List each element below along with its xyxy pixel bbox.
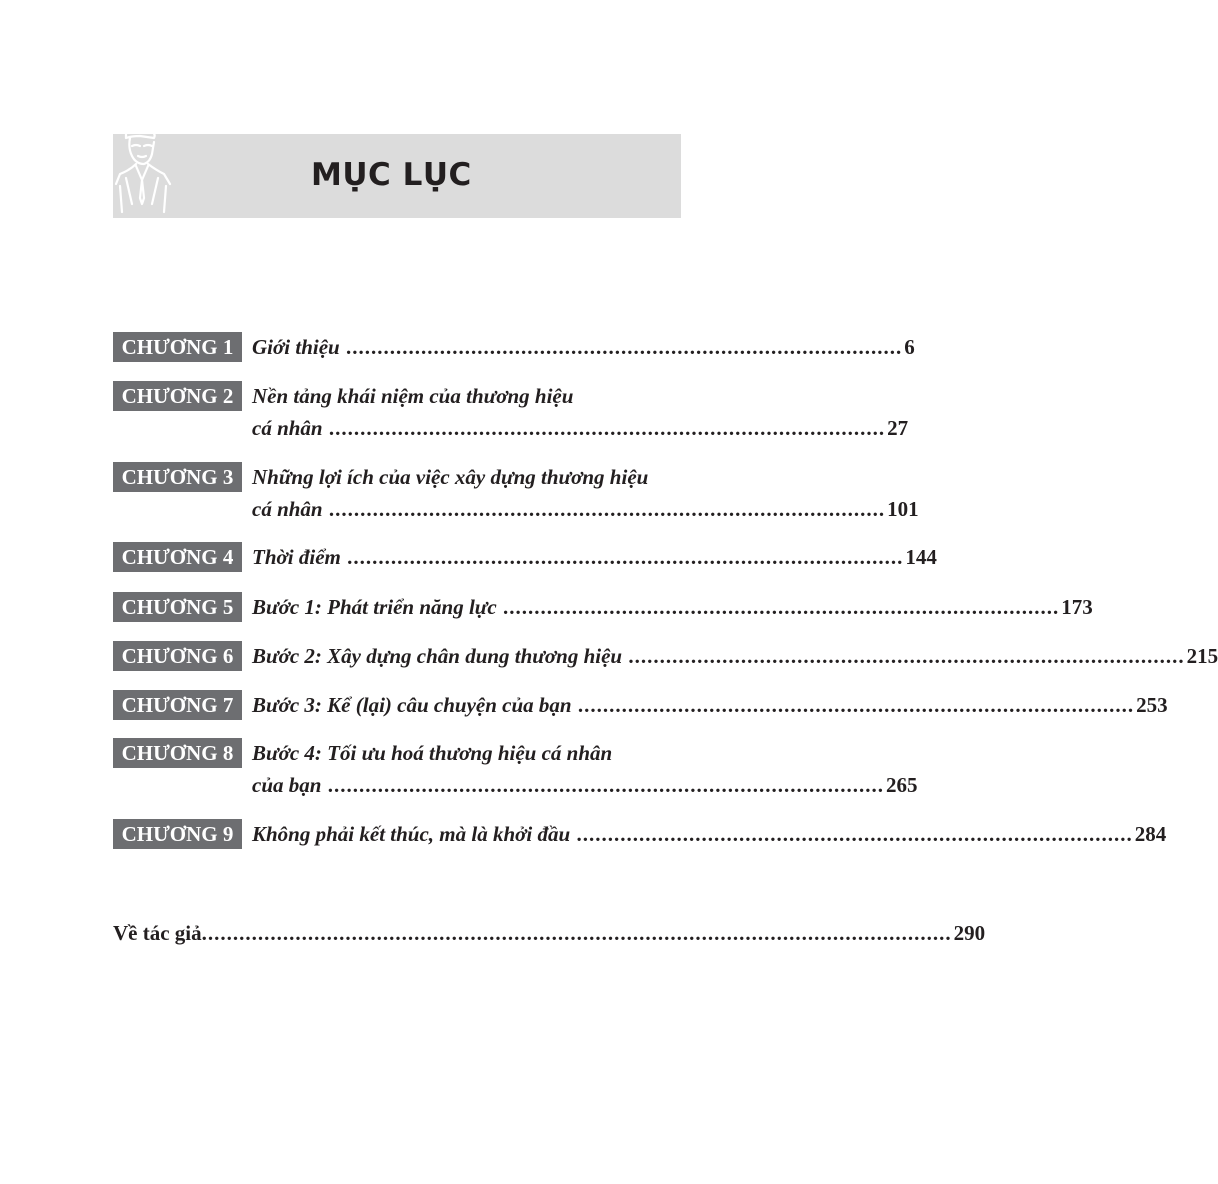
dot-leader: ......................................................................................... <box>340 545 904 569</box>
chapter-badge: CHƯƠNG 2 <box>113 381 242 411</box>
dot-leader: ......................................................................................... <box>322 497 886 521</box>
chapter-badge: CHƯƠNG 8 <box>113 738 242 768</box>
page-number: 284 <box>1134 822 1167 846</box>
toc-entry-author[interactable] <box>113 918 986 948</box>
chapter-badge: CHƯƠNG 3 <box>113 462 242 492</box>
chapter-title-line <box>252 592 1093 622</box>
dot-leader: ......................................................................................... <box>570 822 1133 846</box>
page-number: 6 <box>904 335 915 359</box>
dot-leader: ......................................................................................... <box>321 773 884 797</box>
dot-leader: ......................................................................................... <box>496 595 1060 619</box>
dot-leader: ......................................................................................... <box>339 335 903 359</box>
page-title: MỤC LỤC <box>311 157 472 193</box>
chapter-badge: CHƯƠNG 4 <box>113 542 242 572</box>
author-label: Về tác giả <box>113 921 202 945</box>
chapter-title: Bước 1: Phát triển năng lực <box>252 595 497 619</box>
page-number: 173 <box>1061 595 1093 619</box>
chapter-title: cá nhân <box>252 416 323 440</box>
page-number: 27 <box>887 416 909 440</box>
chapter-title: Bước 2: Xây dựng chân dung thương hiệu <box>252 644 623 668</box>
chapter-title-line <box>252 494 919 524</box>
chapter-title: Thời điểm <box>252 545 341 569</box>
chapter-badge: CHƯƠNG 5 <box>113 592 242 622</box>
chapter-title: Bước 3: Kể (lại) câu chuyện của bạn <box>252 693 572 717</box>
dot-leader: ......................................................................................... <box>622 644 1185 668</box>
chapter-title-line <box>252 819 1167 849</box>
dot-leader: ......................................................................................... <box>322 416 886 440</box>
page-number: 290 <box>953 921 986 945</box>
chapter-badge: CHƯƠNG 9 <box>113 819 242 849</box>
chapter-title-line: Những lợi ích của việc xây dựng thương hiệu <box>252 465 649 489</box>
chapter-title-line <box>252 332 915 362</box>
chapter-title-line <box>252 542 937 572</box>
chapter-title-line: Bước 4: Tối ưu hoá thương hiệu cá nhân <box>252 741 613 765</box>
chapter-title: Không phải kết thúc, mà là khởi đầu <box>252 822 571 846</box>
page-number: 101 <box>887 497 919 521</box>
chapter-title: Giới thiệu <box>252 335 340 359</box>
chapter-badge: CHƯƠNG 1 <box>113 332 242 362</box>
chapter-title-line: Nền tảng khái niệm của thương hiệu <box>252 384 574 408</box>
man-in-suit-icon <box>112 124 174 218</box>
page-number: 144 <box>905 545 937 569</box>
chapter-badge: CHƯƠNG 6 <box>113 641 242 671</box>
page-number: 215 <box>1186 644 1218 668</box>
chapter-title-line <box>252 690 1168 720</box>
page-number: 253 <box>1136 693 1168 717</box>
chapter-title-line <box>252 413 909 443</box>
chapter-title: của bạn <box>252 773 322 797</box>
dot-leader: ......................................................................................... <box>571 693 1135 717</box>
chapter-title-line <box>252 641 1218 671</box>
chapter-badge: CHƯƠNG 7 <box>113 690 242 720</box>
dot-leader: ........................................................................................................................ <box>201 921 952 945</box>
chapter-title: cá nhân <box>252 497 323 521</box>
page-number: 265 <box>885 773 918 797</box>
chapter-title-line <box>252 770 918 800</box>
